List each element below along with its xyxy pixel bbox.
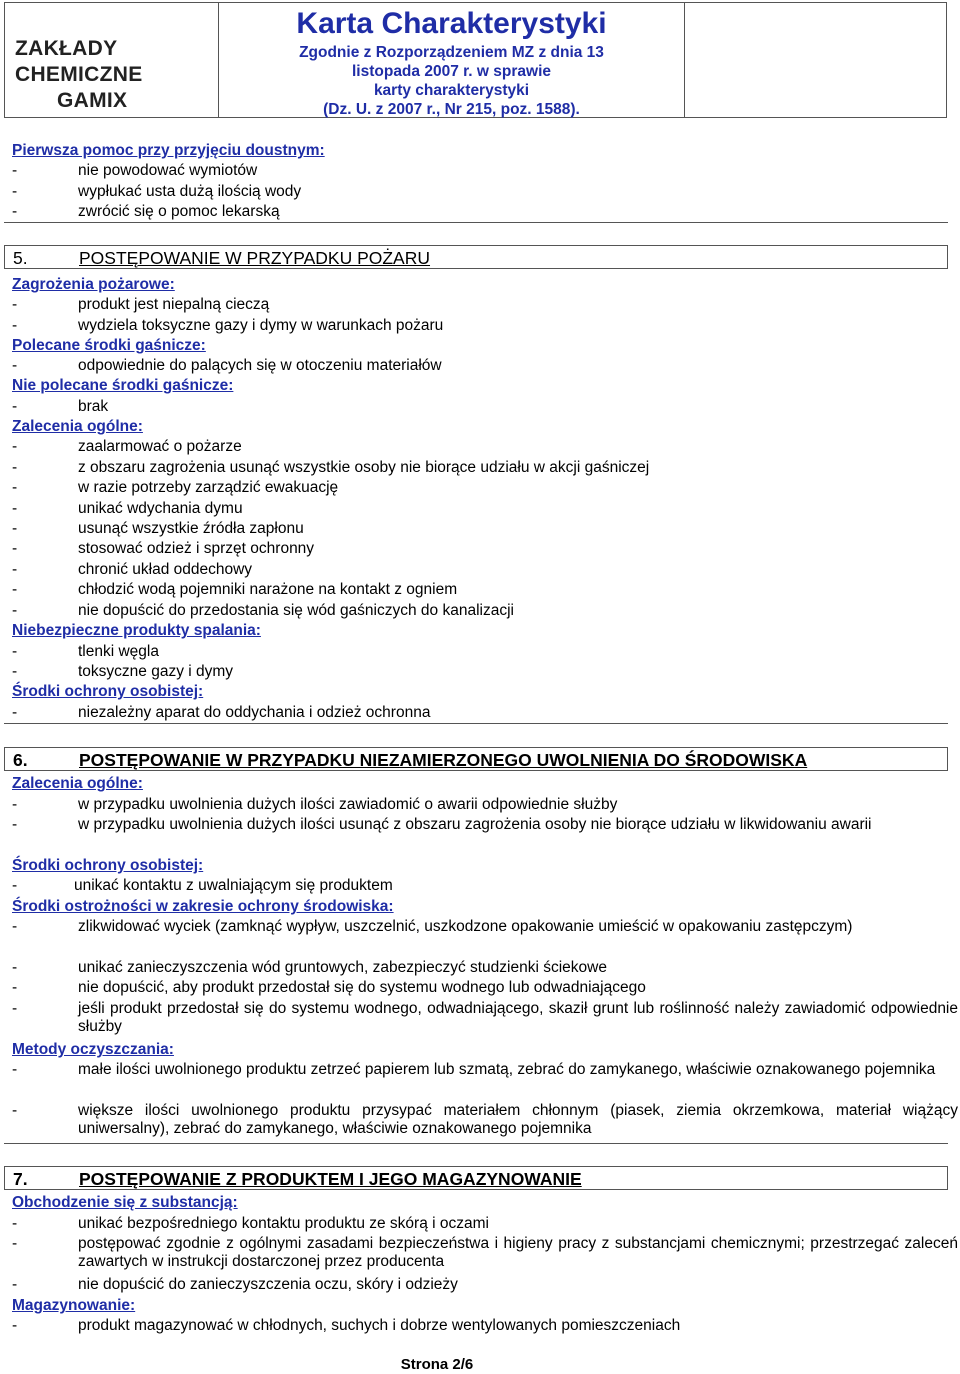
list-item-text: zlikwidować wyciek (zamknąć wypływ, uszczelnić, uszkodzone opakowanie umieścić w opakowaniu zastępczym) <box>78 918 853 935</box>
list-item-text: odpowiednie do palących się w otoczeniu materiałów <box>78 357 442 374</box>
list-item-text: wydziela toksyczne gazy i dymy w warunkach pożaru <box>78 317 444 334</box>
section-title-text: POSTĘPOWANIE W PRZYPADKU NIEZAMIERZONEGO UWOLNIENIA DO ŚRODOWISKA <box>79 750 808 770</box>
list-item-text: zwrócić się o pomoc lekarską <box>78 203 280 220</box>
divider <box>4 222 948 223</box>
section-6-header <box>4 747 948 771</box>
list-item-text: produkt magazynować w chłodnych, suchych i dobrze wentylowanych pomieszczeniach <box>78 1317 681 1334</box>
document-title: Karta Charakterystyki <box>296 7 607 40</box>
list-item-text: w razie potrzeby zarządzić ewakuację <box>78 479 339 496</box>
list-item-text: stosować odzież i sprzęt ochronny <box>78 540 315 557</box>
list-item-text: brak <box>78 398 109 415</box>
list-item-text: unikać kontaktu z uwalniającym się produktem <box>74 877 393 894</box>
list-item-text: jeśli produkt przedostał się do systemu wodnego, odwadniającego, skaził grunt lub roślinność należy zawiadomić odpowiednie służby <box>78 1000 958 1035</box>
environment-precautions-heading: Środki ostrożności w zakresie ochrony środowiska: <box>12 898 394 915</box>
section-5-title <box>13 248 430 268</box>
list-item-text: unikać wdychania dymu <box>78 500 243 517</box>
section-7-title <box>13 1169 582 1189</box>
ppe-heading: Środki ochrony osobistej: <box>12 857 204 874</box>
fire-hazards-heading: Zagrożenia pożarowe: <box>12 276 175 293</box>
section-5-header <box>4 245 948 269</box>
list-item-text: nie dopuścić do przedostania się wód gaśniczych do kanalizacji <box>78 602 514 619</box>
list-item-text: toksyczne gazy i dymy <box>78 663 234 680</box>
general-recommendations-heading: Zalecenia ogólne: <box>12 775 143 792</box>
list-item-text: produkt jest niepalną cieczą <box>78 296 270 313</box>
section-number: 7. <box>13 1169 28 1189</box>
subtitle-line: Zgodnie z Rozporządzeniem MZ z dnia 13 <box>299 44 604 61</box>
section-title-text: POSTĘPOWANIE W PRZYPADKU POŻARU <box>79 248 431 268</box>
handling-heading: Obchodzenie się z substancją: <box>12 1194 238 1211</box>
title-cell <box>219 3 685 117</box>
page-number: Strona 2/6 <box>400 1356 474 1373</box>
document-subtitle <box>219 43 684 119</box>
subtitle-line: listopada 2007 r. w sprawie <box>351 63 551 80</box>
list-item-text: nie dopuścić, aby produkt przedostał się do systemu wodnego lub odwadniającego <box>78 979 646 996</box>
list-item-text: postępować zgodnie z ogólnymi zasadami bezpieczeństwa i higieny pracy z substancjami chemicznymi; przestrzegać zaleceń zawartych w instrukcji dostarczonej przez producenta <box>78 1235 958 1270</box>
section-6-title <box>13 750 807 770</box>
company-line-2: GAMIX <box>57 89 128 112</box>
list-item-text: z obszaru zagrożenia usunąć wszystkie osoby nie biorące udziału w akcji gaśniczej <box>78 459 650 476</box>
list-item-text: w przypadku uwolnienia dużych ilości usunąć z obszaru zagrożenia osoby nie biorące udziału w likwidowaniu awarii <box>78 816 872 833</box>
divider <box>4 723 948 724</box>
subtitle-line: (Dz. U. z 2007 r., Nr 215, poz. 1588). <box>323 101 580 118</box>
list-item-text: nie powodować wymiotów <box>78 162 258 179</box>
list-item-text: usunąć wszystkie źródła zapłonu <box>78 520 304 537</box>
list-item-text: chronić układ oddechowy <box>78 561 253 578</box>
list-item-text: większe ilości uwolnionego produktu przysypać materiałem chłonnym (piasek, ziemia okrzemkowa, materiał wiążący uniwersalny), zebrać do zamykanego, właściwie oznakowanego pojemnika <box>78 1102 958 1137</box>
general-recommendations-heading: Zalecenia ogólne: <box>12 418 143 435</box>
list-item-text: chłodzić wodą pojemniki narażone na kontakt z ogniem <box>78 581 458 598</box>
document-page: ZAKŁADY CHEMICZNE GAMIX Karta Charakterystyki Zgodnie z Rozporządzeniem MZ z dnia 13 listopada 2007 r. w sprawie karty charakterystyki (Dz. U. z 2007 r., Nr 215, poz. 1588). Pierwsza pomoc przy przyjęciu doustnym: - nie powodować wymiotów - wypłukać usta dużą ilością wody - zwrócić się o pomoc lekarską 5. POSTĘPOWANIE W PRZYPADKU POŻARU Zagrożenia pożarowe: - produkt jest niepalną cieczą - wydziela toksyczne gazy i dymy w warunkach pożaru Polecane środki gaśnicze: - odpowiednie do palących się w otoczeniu materiałów Nie polecane środki gaśnicze: - brak Zalecenia ogólne: - zaalarmować o pożarze - z obszaru zagrożenia usunąć wszystkie osoby nie biorące udziału w akcji gaśniczej - w razie potrzeby zarządzić ewakuację - unikać wdychania dymu - usunąć wszystkie źródła zapłonu - stosować odzież i sprzęt ochronny - chronić układ oddechowy - chłodzić wodą pojemniki narażone na kontakt z ogniem - nie dopuścić do przedostania się wód gaśniczych do kanalizacji Niebezpieczne produkty spalania: - tlenki węgla - toksyczne gazy i dymy Środki ochrony osobistej: - niezależny aparat do oddychania i odzież ochronna 6. POSTĘPOWANIE W PRZYPADKU NIEZAMIERZONEGO UWOLNIENIA DO ŚRODOWISKA Zalecenia ogólne: - w przypadku uwolnienia dużych ilości zawiadomić o awarii odpowiednie służby - w przypadku uwolnienia dużych ilości usunąć z obszaru zagrożenia osoby nie biorące udziału w likwidowaniu awarii Środki ochrony osobistej: - unikać kontaktu z uwalniającym się produktem Środki ostrożności w zakresie ochrony środowiska: - zlikwidować wyciek (zamknąć wypływ, uszczelnić, uszkodzone opakowanie umieścić w opakowaniu zastępczym) - unikać zanieczyszczenia wód gruntowych, zabezpieczyć studzienki ściekowe - nie dopuścić, aby produkt przedostał się do systemu wodnego lub odwadniającego - jeśli produkt przedostał się do systemu wodnego, odwadniającego, skaził grunt lub roślinność należy zawiadomić odpowiednie służby Metody oczyszczania: - małe ilości uwolnionego produktu zetrzeć papierem lub szmatą, zebrać do zamykanego, właściwie oznakowanego pojemnika - większe ilości uwolnionego produktu przysypać materiałem chłonnym (piasek, ziemia okrzemkowa, materiał wiążący uniwersalny), zebrać do zamykanego, właściwie oznakowanego pojemnika 7. POSTĘPOWANIE Z PRODUKTEM I JEGO MAGAZYNOWANIE Obchodzenie się z substancją: - unikać bezpośredniego kontaktu produktu ze skórą i oczami - postępować zgodnie z ogólnymi zasadami bezpieczeństwa i higieny pracy z substancjami chemicznymi; przestrzegać zaleceń zawartych w instrukcji dostarczonej przez producenta - nie dopuścić do zanieczyszczenia oczu, skóry i odzieży Magazynowanie: - produkt magazynować w chłodnych, suchych i dobrze wentylowanych pomieszczeniach Strona 2/6 <box>0 0 960 1373</box>
subtitle-line: karty charakterystyki <box>373 82 530 99</box>
cleanup-methods-heading: Metody oczyszczania: <box>12 1041 174 1058</box>
list-item-text: w przypadku uwolnienia dużych ilości zawiadomić o awarii odpowiednie służby <box>78 796 618 813</box>
company-line-1: ZAKŁADY CHEMICZNE <box>15 37 143 86</box>
list-item-text: tlenki węgla <box>78 643 159 660</box>
ppe-heading: Środki ochrony osobistej: <box>12 683 204 700</box>
list-item-text: zaalarmować o pożarze <box>78 438 242 455</box>
not-recommended-media-heading: Nie polecane środki gaśnicze: <box>12 377 234 394</box>
section-title-text: POSTĘPOWANIE Z PRODUKTEM I JEGO MAGAZYNOWANIE <box>79 1169 582 1189</box>
section-number: 5. <box>13 248 28 268</box>
list-item-text: unikać bezpośredniego kontaktu produktu ze skórą i oczami <box>78 1215 489 1232</box>
section-7-header <box>4 1166 948 1190</box>
list-item-text: wypłukać usta dużą ilością wody <box>78 183 302 200</box>
section-number: 6. <box>13 750 28 770</box>
first-aid-heading: Pierwsza pomoc przy przyjęciu doustnym: <box>12 142 325 159</box>
list-item-text: małe ilości uwolnionego produktu zetrzeć papierem lub szmatą, zebrać do zamykanego, właściwie oznakowanego pojemnika <box>78 1061 936 1078</box>
list-item-text: nie dopuścić do zanieczyszczenia oczu, skóry i odzieży <box>78 1276 458 1293</box>
company-cell <box>5 3 219 117</box>
header-box <box>4 2 947 118</box>
combustion-products-heading: Niebezpieczne produkty spalania: <box>12 622 261 639</box>
recommended-media-heading: Polecane środki gaśnicze: <box>12 337 206 354</box>
storage-heading: Magazynowanie: <box>12 1297 136 1314</box>
company-name <box>15 36 215 114</box>
list-item-text: unikać zanieczyszczenia wód gruntowych, zabezpieczyć studzienki ściekowe <box>78 959 607 976</box>
list-item-text: niezależny aparat do oddychania i odzież ochronna <box>78 704 431 721</box>
divider <box>4 1143 948 1144</box>
